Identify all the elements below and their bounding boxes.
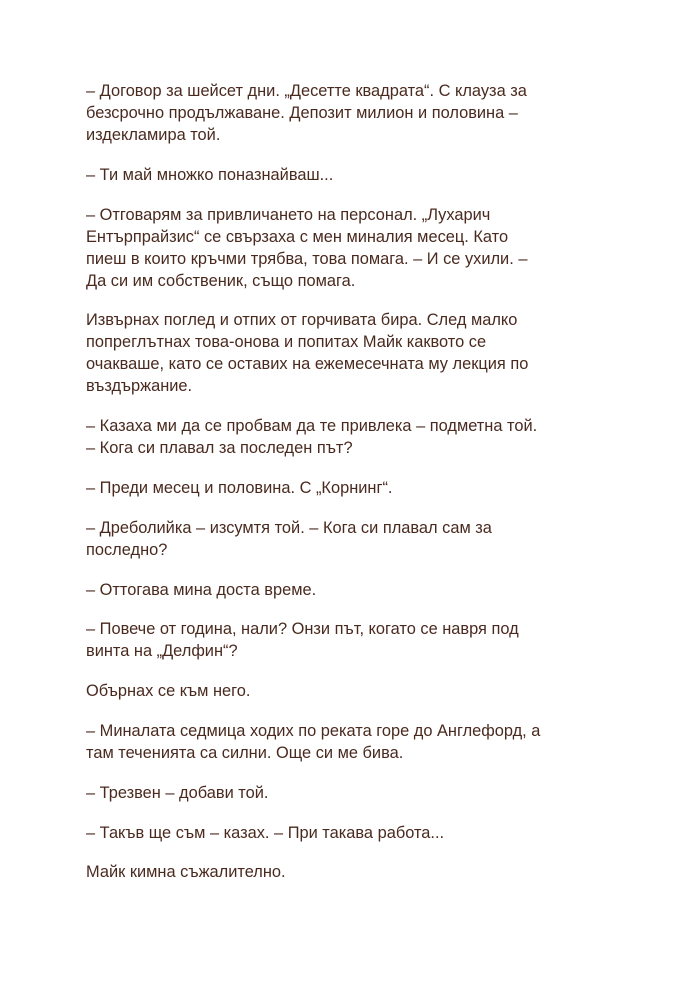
paragraph: – Дреболийка – изсумтя той. – Кога си плавал сам за последно? xyxy=(86,518,492,559)
paragraph: – Ти май множко поназнайваш... xyxy=(86,165,334,184)
paragraph: – Оттогава мина доста време. xyxy=(86,580,317,599)
paragraph: – Преди месец и половина. С „Корнинг“. xyxy=(86,478,393,497)
paragraph: – Миналата седмица ходих по реката горе до Англефорд, а там теченията са силни. Още си ме бива. xyxy=(86,721,541,762)
paragraph: Обърнах се към него. xyxy=(86,682,251,701)
document-body xyxy=(86,80,626,901)
paragraph: – Такъв ще съм – казах. – При такава работа... xyxy=(86,823,445,842)
paragraph: – Трезвен – добави той. xyxy=(86,783,269,802)
paragraph: Майк кимна съжалително. xyxy=(86,863,286,882)
paragraph: Извърнах поглед и отпих от горчивата бира. След малко попреглътнах това-онова и попитах Майк каквото се очакваше, като се оставих на ежемесечната му лекция по въздържание. xyxy=(86,311,529,396)
paragraph: – Повече от година, нали? Онзи път, когато се навря под винта на „Делфин“? xyxy=(86,620,519,661)
paragraph: – Казаха ми да се пробвам да те привлека – подметна той. – Кога си плавал за последен път? xyxy=(86,417,538,458)
paragraph: – Договор за шейсет дни. „Десетте квадрата“. С клауза за безсрочно продължаване. Депозит милион и половина – издекламира той. xyxy=(86,82,527,144)
paragraph: – Отговарям за привличането на персонал. „Лухарич Ентърпрайзис“ се свързаха с мен миналия месец. Като пиеш в които кръчми трябва, това помага. – И се ухили. – Да си им собственик, също помага. xyxy=(86,205,528,290)
